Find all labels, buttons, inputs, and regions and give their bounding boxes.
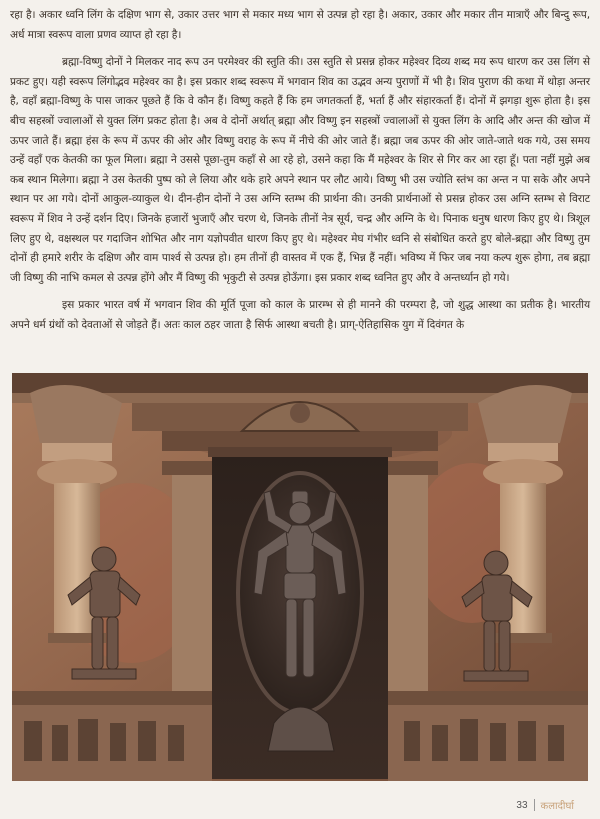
paragraph-3: इस प्रकार भारत वर्ष में भगवान शिव की मूर्ति पूजा को काल के प्रारम्भ से ही मानने की परम्परा है, जो शुद्ध आस्था का प्रतीक है। भारतीय अपने धर्म ग्रंथों को देवताओं से जोड़ते हैं। अतः काल ठहर जाता है सिर्फ आस्था बचती है। प्राग्-ऐतिहासिक युग में दिवंगत के [10, 299, 590, 331]
paragraph-2: ब्रह्मा-विष्णु दोनों ने मिलकर नाद रूप उन परमेश्वर की स्तुति की। उस स्तुति से प्रसन्न होकर महेश्वर दिव्य शब्द मय रूप धारण कर उस लिंग से प्रकट हुए। यही स्वरूप लिंगोद्भव महेश्वर का है। इस प्रकार शब्द स्वरूप में भगवान शिव का उद्भव अन्य पुराणों में भी है। शिव पुराण की कथा में थोड़ा अन्तर है, वहाँ ब्रह्मा-विष्णु के पास जाकर पूछते हैं कि वे कौन हैं। विष्णु कहते हैं कि हम जगतकर्ता हैं, भर्ता हैं और संहारकर्ता हैं। दोनों में झगड़ा शुरू होता है। इस बीच सहस्त्रों ज्वालाओं से युक्त लिंग प्रकट होता है। अब वे दोनों अर्थात् ब्रह्मा और विष्णु इन सहस्त्रों ज्वालाओं से युक्त लिंग के आदि और अन्त की खोज में ऊपर जाते हैं। ब्रह्मा हंस के रूप में ऊपर की ओर और विष्णु वराह के रूप में नीचे की ओर जाते हैं। ब्रह्मा जब ऊपर की ओर जाते-जाते थक गये, उस समय उन्हें वहाँ एक केतकी का फूल मिला। ब्रह्मा ने उससे पूछा-तुम कहाँ से आ रहे हो, उसने कहा कि मैं महेश्वर के शिर से गिर कर आ रहा हूँ। पता नहीं मुझे अब कब स्थान मिलेगा। ब्रह्मा ने उस केतकी पुष्प को ले लिया और थके हारे अपने स्थान पर लौट आये। विष्णु भी उस ज्योति स्तंभ का अन्त न पा सके और अपने स्थान पर आ गये। दोनों आकुल-व्याकुल थे। दीन-हीन दोनों ने उस अग्नि स्तम्भ की प्रार्थना की। उनकी प्रार्थनाओं से प्रसन्न होकर उस अग्नि स्तम्भ से विराट स्वरूप में शिव ने उन्हें दर्शन दिए। जिनके हजारों भुजाएँ और चरण थे, जिनके तीनों नेत्र सूर्य, चन्द्र और अग्नि के थे। पिनाक धनुष धारण किए हुए थे। त्रिशूल लिए हुए थे, वक्षस्थल पर गदाजिन शोभित और नाग यज्ञोपवीत धारण किए हुए थे। महेश्वर मेघ गंभीर ध्वनि से संबोधित करते हुए बोले-ब्रह्मा और विष्णु तुम दोनों ही हमारे शरीर के दक्षिण और वाम पार्श्व से उत्पन्न हो। हम तीनों ही वास्तव में एक हैं, भिन्न हैं नहीं। भविष्य में फिर जब नया कल्प शुरू होगा, तब ब्रह्मा जी विष्णु की नाभि कमल से उत्पन्न होंगे और मैं विष्णु की भृकुटी से उत्पन्न होऊँगा। इस प्रकार शब्द ध्वनित हुए और वे अन्तर्ध्यान हो गये। [10, 56, 590, 284]
article-text [10, 6, 590, 344]
publication-name: कलादीर्घा [540, 801, 574, 812]
lingodbhava-relief-illustration [12, 373, 588, 781]
top-cornice [12, 373, 588, 393]
page-number: 33 [516, 799, 528, 811]
page-footer [516, 798, 574, 812]
footer-divider [534, 799, 535, 811]
paragraph-1: रहा है। अकार ध्वनि लिंग के दक्षिण भाग से, उकार उत्तर भाग से मकार मध्य भाग से उत्पन्न हो रहा है। अकार, उकार और मकार तीन मात्राएँ और बिन्दु रूप, अर्ध मात्रा स्वरूप वाला प्रणव व्याप्त हो रहा है। [10, 9, 590, 41]
temple-sculpture-photo [12, 373, 588, 781]
